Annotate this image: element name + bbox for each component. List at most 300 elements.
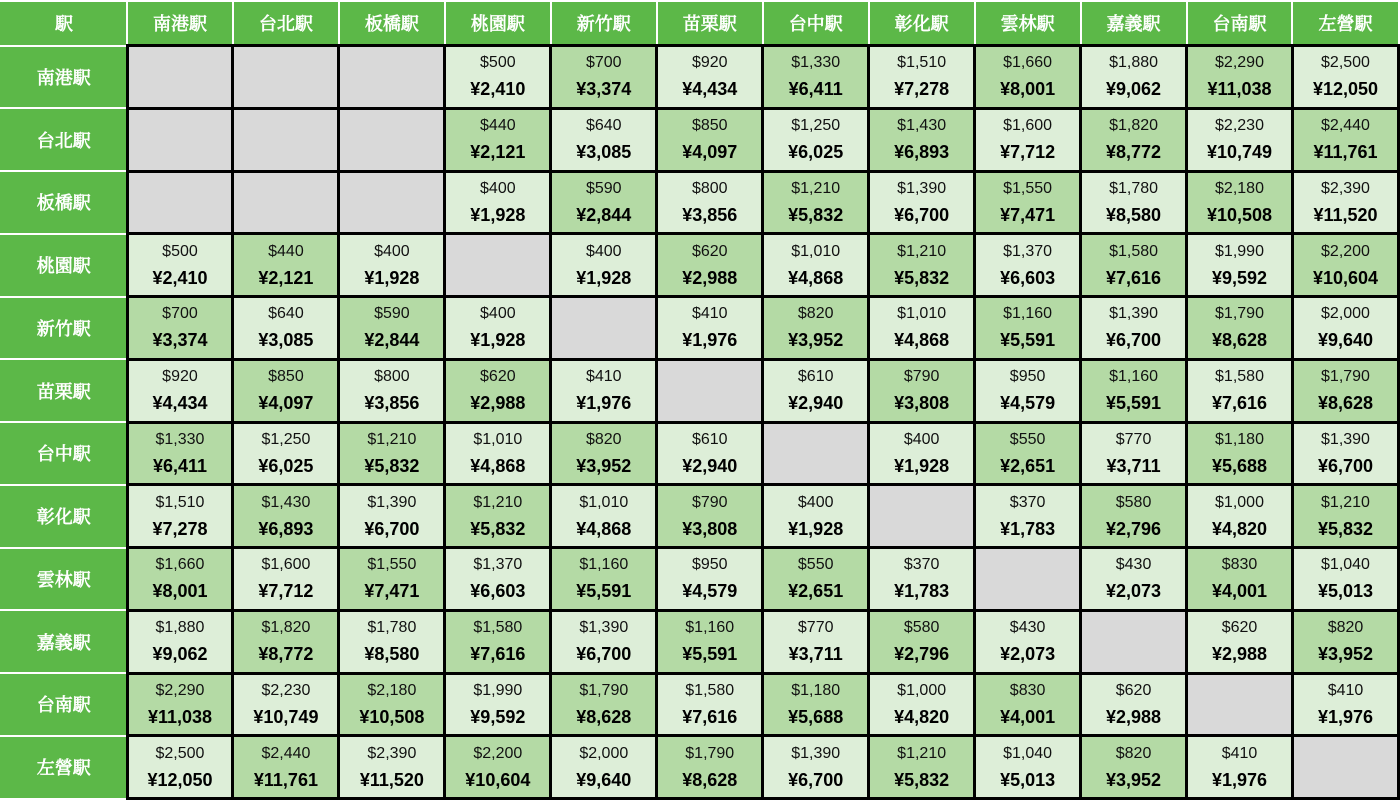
column-header: 彰化駅 xyxy=(869,1,975,46)
fare-jpy: ¥5,591 xyxy=(1000,330,1056,351)
fare-cell xyxy=(339,297,445,360)
fare-twd: $1,430 xyxy=(261,493,311,511)
fare-cell xyxy=(1187,485,1293,548)
fare-jpy: ¥8,628 xyxy=(576,706,632,727)
fare-cell xyxy=(975,422,1081,485)
fare-twd: $550 xyxy=(797,556,834,574)
fare-jpy: ¥6,411 xyxy=(788,79,843,100)
fare-twd: $430 xyxy=(1009,619,1046,637)
fare-jpy: ¥1,928 xyxy=(576,267,632,288)
fare-twd: $640 xyxy=(585,117,622,135)
fare-twd: $400 xyxy=(797,493,834,511)
fare-cell xyxy=(233,422,339,485)
fare-jpy: ¥11,038 xyxy=(1207,79,1272,100)
fare-twd: $440 xyxy=(268,242,304,260)
fare-twd: $410 xyxy=(1327,681,1364,699)
fare-cell xyxy=(445,108,551,171)
fare-jpy: ¥11,038 xyxy=(147,706,213,727)
fare-jpy: ¥2,940 xyxy=(682,455,738,476)
fare-cell xyxy=(339,359,445,422)
fare-twd: $1,580 xyxy=(685,681,735,699)
fare-jpy: ¥8,001 xyxy=(152,581,208,602)
fare-jpy: ¥10,749 xyxy=(253,706,319,727)
fare-cell xyxy=(1292,485,1398,548)
fare-cell xyxy=(869,297,975,360)
column-header: 新竹駅 xyxy=(551,1,657,46)
fare-cell xyxy=(1187,422,1293,485)
fare-cell xyxy=(763,736,869,799)
fare-cell xyxy=(445,548,551,611)
fare-jpy: ¥3,711 xyxy=(788,644,843,665)
fare-twd: $1,600 xyxy=(261,556,311,574)
fare-twd: $580 xyxy=(903,619,940,637)
fare-jpy: ¥2,844 xyxy=(364,330,420,351)
fare-cell xyxy=(1187,46,1293,109)
fare-cell xyxy=(657,234,763,297)
fare-twd: $1,780 xyxy=(367,619,417,637)
fare-jpy: ¥9,592 xyxy=(470,706,526,727)
fare-cell xyxy=(551,548,657,611)
fare-twd: $370 xyxy=(1009,493,1046,511)
fare-twd: $1,250 xyxy=(791,117,841,135)
fare-jpy: ¥9,640 xyxy=(576,769,632,790)
fare-jpy: ¥1,976 xyxy=(1211,769,1268,790)
fare-twd: $1,550 xyxy=(367,556,417,574)
fare-cell xyxy=(657,736,763,799)
fare-twd: $1,010 xyxy=(579,493,629,511)
fare-jpy: ¥10,508 xyxy=(359,706,425,727)
fare-twd: $800 xyxy=(691,179,728,197)
fare-cell xyxy=(1081,736,1187,799)
fare-jpy: ¥6,700 xyxy=(894,204,950,225)
fare-cell xyxy=(763,108,869,171)
fare-twd: $410 xyxy=(585,368,622,386)
fare-twd: $1,210 xyxy=(473,493,523,511)
fare-jpy: ¥5,013 xyxy=(1000,769,1056,790)
fare-twd: $1,600 xyxy=(1003,117,1053,135)
fare-jpy: ¥2,796 xyxy=(1106,518,1162,539)
table-row xyxy=(1,422,1399,485)
fare-cell xyxy=(445,297,551,360)
fare-jpy: ¥1,783 xyxy=(1000,518,1056,539)
column-header: 南港駅 xyxy=(127,1,233,46)
empty-cell xyxy=(339,108,445,171)
fare-cell xyxy=(657,46,763,109)
fare-jpy: ¥6,603 xyxy=(1000,267,1056,288)
fare-cell xyxy=(657,422,763,485)
fare-jpy: ¥6,700 xyxy=(364,518,420,539)
fare-twd: $2,230 xyxy=(1215,117,1264,135)
fare-cell xyxy=(233,297,339,360)
fare-twd: $800 xyxy=(374,368,410,386)
fare-cell xyxy=(1292,673,1398,736)
fare-jpy: ¥12,050 xyxy=(1312,79,1379,100)
fare-twd: $2,290 xyxy=(1215,54,1264,72)
fare-cell xyxy=(1292,297,1398,360)
fare-twd: $1,160 xyxy=(1003,305,1053,323)
fare-jpy: ¥7,278 xyxy=(894,79,950,100)
fare-twd: $1,790 xyxy=(579,681,629,699)
fare-jpy: ¥3,711 xyxy=(1106,455,1161,476)
fare-cell xyxy=(445,485,551,548)
fare-cell xyxy=(763,485,869,548)
table-row xyxy=(1,548,1399,611)
fare-twd: $500 xyxy=(162,242,198,260)
fare-cell xyxy=(1081,485,1187,548)
fare-jpy: ¥6,025 xyxy=(788,142,844,163)
table-row xyxy=(1,359,1399,422)
fare-cell xyxy=(551,610,657,673)
fare-cell xyxy=(127,548,233,611)
fare-twd: $400 xyxy=(480,305,516,323)
fare-cell xyxy=(127,234,233,297)
table-row xyxy=(1,673,1399,736)
fare-twd: $820 xyxy=(797,305,834,323)
fare-jpy: ¥8,628 xyxy=(1211,330,1268,351)
fare-jpy: ¥6,603 xyxy=(470,581,526,602)
fare-jpy: ¥4,579 xyxy=(1000,393,1056,414)
fare-twd: $2,180 xyxy=(1215,179,1264,197)
row-header: 南港駅 xyxy=(1,46,127,109)
fare-twd: $1,390 xyxy=(579,619,629,637)
fare-jpy: ¥2,651 xyxy=(788,581,844,602)
fare-twd: $770 xyxy=(1115,430,1152,448)
fare-jpy: ¥2,651 xyxy=(1000,455,1056,476)
fare-twd: $410 xyxy=(1221,744,1258,762)
fare-cell xyxy=(1081,422,1187,485)
fare-cell xyxy=(1081,171,1187,234)
fare-cell xyxy=(763,673,869,736)
fare-cell xyxy=(1292,234,1398,297)
fare-cell xyxy=(127,610,233,673)
fare-twd: $590 xyxy=(585,179,622,197)
fare-twd: $1,160 xyxy=(1109,368,1159,386)
fare-cell xyxy=(551,485,657,548)
fare-jpy: ¥2,988 xyxy=(1211,644,1268,665)
fare-cell xyxy=(127,673,233,736)
row-header: 苗栗駅 xyxy=(1,359,127,422)
fare-cell xyxy=(1292,171,1398,234)
empty-cell xyxy=(551,297,657,360)
fare-jpy: ¥2,844 xyxy=(576,204,632,225)
fare-jpy: ¥11,761 xyxy=(1313,142,1378,163)
fare-twd: $1,430 xyxy=(897,117,947,135)
fare-twd: $820 xyxy=(1115,744,1152,762)
fare-cell xyxy=(1187,234,1293,297)
fare-cell xyxy=(127,359,233,422)
fare-twd: $440 xyxy=(480,117,516,135)
fare-cell xyxy=(657,485,763,548)
fare-jpy: ¥5,013 xyxy=(1317,581,1374,602)
fare-twd: $1,370 xyxy=(473,556,523,574)
fare-cell xyxy=(657,673,763,736)
fare-jpy: ¥9,062 xyxy=(1106,79,1162,100)
fare-cell xyxy=(339,422,445,485)
fare-jpy: ¥8,580 xyxy=(1106,204,1162,225)
fare-jpy: ¥3,374 xyxy=(152,330,208,351)
empty-cell xyxy=(233,171,339,234)
fare-jpy: ¥2,410 xyxy=(152,267,208,288)
fare-jpy: ¥2,073 xyxy=(1106,581,1162,602)
fare-jpy: ¥5,832 xyxy=(894,267,950,288)
fare-cell xyxy=(1292,46,1398,109)
fare-jpy: ¥11,520 xyxy=(1313,204,1378,225)
fare-twd: $1,210 xyxy=(791,179,841,197)
fare-twd: $550 xyxy=(1009,430,1046,448)
fare-jpy: ¥4,434 xyxy=(152,393,208,414)
fare-jpy: ¥4,097 xyxy=(682,142,738,163)
fare-table-head xyxy=(1,1,1399,46)
fare-twd: $700 xyxy=(585,54,622,72)
row-header: 板橋駅 xyxy=(1,171,127,234)
fare-jpy: ¥9,592 xyxy=(1211,267,1268,288)
column-header: 苗栗駅 xyxy=(657,1,763,46)
fare-jpy: ¥8,580 xyxy=(364,644,420,665)
fare-twd: $2,230 xyxy=(261,681,311,699)
fare-twd: $430 xyxy=(1115,556,1152,574)
fare-cell xyxy=(339,485,445,548)
fare-jpy: ¥12,050 xyxy=(147,769,213,790)
fare-twd: $850 xyxy=(268,368,304,386)
fare-jpy: ¥5,832 xyxy=(894,769,950,790)
fare-cell xyxy=(975,108,1081,171)
fare-jpy: ¥5,688 xyxy=(1211,455,1268,476)
fare-jpy: ¥1,928 xyxy=(364,267,420,288)
row-header: 台南駅 xyxy=(1,673,127,736)
column-header: 左營駅 xyxy=(1292,1,1398,46)
fare-jpy: ¥9,640 xyxy=(1317,330,1374,351)
fare-twd: $1,580 xyxy=(473,619,523,637)
fare-cell xyxy=(233,673,339,736)
fare-cell xyxy=(869,422,975,485)
column-header: 台南駅 xyxy=(1187,1,1293,46)
fare-jpy: ¥3,085 xyxy=(258,330,314,351)
fare-twd: $1,160 xyxy=(685,619,735,637)
fare-cell xyxy=(551,673,657,736)
fare-twd: $1,210 xyxy=(897,744,947,762)
fare-twd: $2,000 xyxy=(1321,305,1370,323)
fare-cell xyxy=(975,297,1081,360)
fare-jpy: ¥2,073 xyxy=(1000,644,1056,665)
fare-cell xyxy=(763,234,869,297)
fare-twd: $1,660 xyxy=(155,556,205,574)
fare-jpy: ¥6,025 xyxy=(258,455,314,476)
fare-twd: $820 xyxy=(1327,619,1364,637)
fare-twd: $1,000 xyxy=(897,681,947,699)
fare-jpy: ¥3,374 xyxy=(576,79,632,100)
fare-twd: $1,510 xyxy=(897,54,947,72)
fare-twd: $830 xyxy=(1221,556,1258,574)
fare-jpy: ¥8,628 xyxy=(1317,393,1374,414)
row-header: 雲林駅 xyxy=(1,548,127,611)
fare-twd: $830 xyxy=(1009,681,1046,699)
fare-twd: $1,780 xyxy=(1109,179,1159,197)
corner-header: 駅 xyxy=(1,1,127,46)
table-row xyxy=(1,736,1399,799)
fare-twd: $850 xyxy=(691,117,728,135)
empty-cell xyxy=(233,46,339,109)
fare-cell xyxy=(445,359,551,422)
fare-jpy: ¥6,700 xyxy=(788,769,844,790)
fare-cell xyxy=(233,485,339,548)
fare-jpy: ¥2,940 xyxy=(788,393,844,414)
fare-jpy: ¥5,591 xyxy=(682,644,738,665)
fare-jpy: ¥1,783 xyxy=(894,581,950,602)
fare-jpy: ¥8,628 xyxy=(682,769,738,790)
table-row xyxy=(1,485,1399,548)
fare-jpy: ¥10,749 xyxy=(1206,142,1273,163)
fare-cell xyxy=(233,548,339,611)
fare-twd: $1,790 xyxy=(1215,305,1264,323)
fare-twd: $1,390 xyxy=(1321,430,1370,448)
fare-jpy: ¥7,471 xyxy=(364,581,420,602)
fare-twd: $1,370 xyxy=(1003,242,1053,260)
fare-cell xyxy=(869,234,975,297)
fare-cell xyxy=(233,234,339,297)
fare-jpy: ¥6,893 xyxy=(894,142,950,163)
fare-cell xyxy=(975,485,1081,548)
fare-cell xyxy=(657,297,763,360)
fare-jpy: ¥8,772 xyxy=(1106,142,1162,163)
fare-jpy: ¥2,410 xyxy=(470,79,526,100)
fare-table-body xyxy=(1,46,1399,799)
fare-jpy: ¥2,121 xyxy=(470,142,526,163)
fare-twd: $1,790 xyxy=(1321,368,1370,386)
fare-jpy: ¥2,121 xyxy=(258,267,314,288)
fare-jpy: ¥2,988 xyxy=(1106,706,1162,727)
fare-jpy: ¥1,928 xyxy=(894,455,950,476)
fare-jpy: ¥5,832 xyxy=(364,455,420,476)
empty-cell xyxy=(233,108,339,171)
fare-twd: $620 xyxy=(1115,681,1152,699)
fare-twd: $2,200 xyxy=(473,744,523,762)
row-header: 嘉義駅 xyxy=(1,610,127,673)
row-header: 桃園駅 xyxy=(1,234,127,297)
fare-jpy: ¥10,508 xyxy=(1206,204,1273,225)
fare-jpy: ¥10,604 xyxy=(1312,267,1379,288)
empty-cell xyxy=(339,46,445,109)
table-row xyxy=(1,234,1399,297)
fare-twd: $1,820 xyxy=(261,619,311,637)
fare-twd: $1,880 xyxy=(1109,54,1159,72)
fare-jpy: ¥11,520 xyxy=(359,769,424,790)
fare-twd: $2,500 xyxy=(155,744,205,762)
empty-cell xyxy=(763,422,869,485)
fare-twd: $2,180 xyxy=(367,681,417,699)
fare-twd: $2,440 xyxy=(261,744,311,762)
table-row xyxy=(1,171,1399,234)
empty-cell xyxy=(1081,610,1187,673)
fare-cell xyxy=(1292,548,1398,611)
fare-twd: $620 xyxy=(480,368,516,386)
fare-twd: $400 xyxy=(374,242,410,260)
fare-jpy: ¥7,616 xyxy=(1106,267,1162,288)
fare-cell xyxy=(869,610,975,673)
fare-twd: $590 xyxy=(374,305,410,323)
fare-jpy: ¥9,062 xyxy=(152,644,208,665)
column-header: 台中駅 xyxy=(763,1,869,46)
fare-jpy: ¥4,820 xyxy=(894,706,950,727)
fare-jpy: ¥1,928 xyxy=(788,518,844,539)
fare-jpy: ¥2,988 xyxy=(682,267,738,288)
fare-jpy: ¥6,893 xyxy=(258,518,314,539)
fare-cell xyxy=(869,673,975,736)
fare-cell xyxy=(763,171,869,234)
fare-twd: $2,290 xyxy=(155,681,205,699)
empty-cell xyxy=(127,46,233,109)
fare-jpy: ¥5,688 xyxy=(788,706,844,727)
fare-cell xyxy=(869,359,975,422)
fare-twd: $610 xyxy=(797,368,834,386)
fare-jpy: ¥3,952 xyxy=(1317,644,1374,665)
fare-twd: $610 xyxy=(691,430,728,448)
fare-jpy: ¥5,591 xyxy=(576,581,632,602)
column-header: 雲林駅 xyxy=(975,1,1081,46)
fare-jpy: ¥8,001 xyxy=(1000,79,1056,100)
fare-cell xyxy=(975,673,1081,736)
fare-twd: $790 xyxy=(903,368,940,386)
fare-jpy: ¥3,856 xyxy=(682,204,738,225)
fare-cell xyxy=(869,736,975,799)
fare-twd: $500 xyxy=(480,54,516,72)
fare-twd: $1,990 xyxy=(473,681,523,699)
row-header: 左營駅 xyxy=(1,736,127,799)
fare-twd: $1,210 xyxy=(1321,493,1370,511)
fare-twd: $920 xyxy=(691,54,728,72)
fare-jpy: ¥4,579 xyxy=(682,581,738,602)
fare-twd: $620 xyxy=(691,242,728,260)
empty-cell xyxy=(339,171,445,234)
fare-cell xyxy=(1081,234,1187,297)
fare-twd: $1,180 xyxy=(1215,430,1264,448)
column-header: 台北駅 xyxy=(233,1,339,46)
table-row xyxy=(1,297,1399,360)
fare-jpy: ¥4,820 xyxy=(1211,518,1268,539)
fare-twd: $1,210 xyxy=(367,430,417,448)
fare-twd: $920 xyxy=(162,368,198,386)
fare-twd: $700 xyxy=(162,305,198,323)
fare-twd: $790 xyxy=(691,493,728,511)
fare-twd: $400 xyxy=(480,179,516,197)
fare-cell xyxy=(1187,108,1293,171)
fare-cell xyxy=(1292,359,1398,422)
fare-twd: $1,180 xyxy=(791,681,841,699)
fare-jpy: ¥3,952 xyxy=(788,330,844,351)
fare-cell xyxy=(657,171,763,234)
fare-twd: $2,390 xyxy=(367,744,417,762)
empty-cell xyxy=(127,108,233,171)
fare-jpy: ¥6,700 xyxy=(1106,330,1162,351)
fare-cell xyxy=(975,359,1081,422)
fare-twd: $2,440 xyxy=(1321,117,1370,135)
fare-cell xyxy=(869,171,975,234)
fare-cell xyxy=(339,548,445,611)
fare-twd: $1,580 xyxy=(1215,368,1264,386)
fare-cell xyxy=(763,359,869,422)
fare-cell xyxy=(869,108,975,171)
fare-cell xyxy=(339,234,445,297)
fare-cell xyxy=(551,422,657,485)
fare-cell xyxy=(1187,736,1293,799)
fare-twd: $1,010 xyxy=(473,430,523,448)
fare-jpy: ¥1,976 xyxy=(1317,706,1374,727)
fare-twd: $1,010 xyxy=(897,305,947,323)
fare-twd: $1,330 xyxy=(155,430,205,448)
fare-jpy: ¥3,952 xyxy=(1106,769,1162,790)
fare-jpy: ¥7,712 xyxy=(258,581,314,602)
fare-twd: $640 xyxy=(268,305,304,323)
fare-jpy: ¥5,591 xyxy=(1106,393,1162,414)
